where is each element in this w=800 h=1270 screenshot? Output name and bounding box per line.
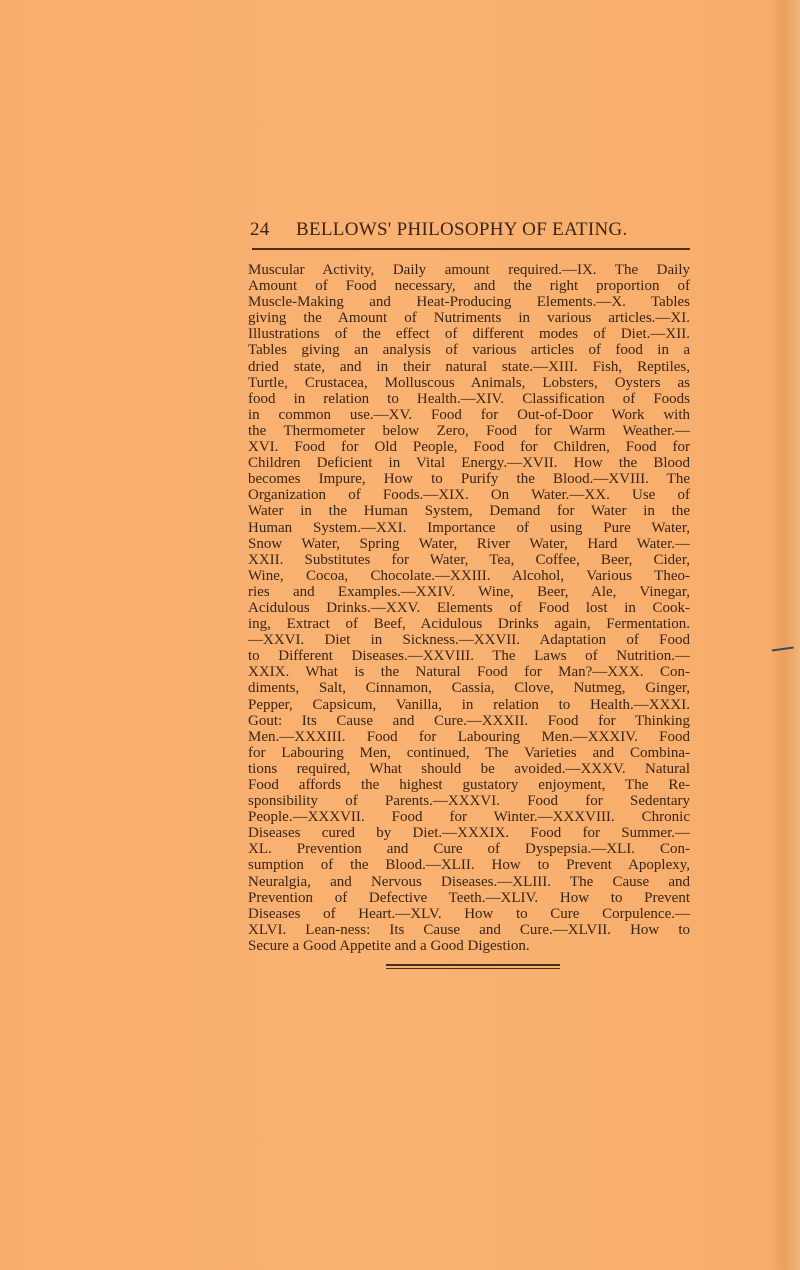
text-line: Secure a Good Appetite and a Good Digestion.: [248, 937, 530, 954]
text-line: in common use.—XV. Food for Out-of-Door Work with: [248, 406, 690, 423]
text-line: the Thermometer below Zero, Food for Warm Weather.—: [248, 422, 690, 439]
text-line: ing, Extract of Beef, Acidulous Drinks again, Fermentation.: [248, 616, 690, 633]
text-line: Tables giving an analysis of various articles of food in a: [248, 342, 690, 359]
text-line: XVI. Food for Old People, Food for Children, Food for: [248, 439, 690, 456]
header-rule: [252, 248, 690, 250]
text-line: Human System.—XXI. Importance of using Pure Water,: [248, 519, 690, 536]
text-line: Muscular Activity, Daily amount required.—IX. The Daily: [248, 262, 690, 278]
chapter-list-text: [248, 262, 690, 954]
text-line: —XXVI. Diet in Sickness.—XXVII. Adaptation of Food: [248, 632, 690, 649]
text-line: Pepper, Capsicum, Vanilla, in relation to Health.—XXXI.: [248, 696, 690, 713]
text-line: Diseases cured by Diet.—XXXIX. Food for Summer.—: [248, 825, 690, 842]
text-line: Neuralgia, and Nervous Diseases.—XLIII. The Cause and: [248, 873, 690, 890]
text-line: Food affords the highest gustatory enjoyment, The Re-: [248, 777, 690, 793]
text-line: sponsibility of Parents.—XXXVI. Food for Sedentary: [248, 793, 690, 810]
text-line: XLVI. Lean-ness: Its Cause and Cure.—XLVII. How to: [248, 921, 690, 938]
text-line: dried state, and in their natural state.—XIII. Fish, Reptiles,: [248, 358, 690, 375]
text-line: giving the Amount of Nutriments in various articles.—XI.: [248, 310, 690, 327]
text-line: sumption of the Blood.—XLII. How to Prevent Apoplexy,: [248, 857, 690, 874]
text-line: Men.—XXXIII. Food for Labouring Men.—XXXIV. Food: [248, 728, 690, 745]
text-line: food in relation to Health.—XIV. Classification of Foods: [248, 390, 690, 407]
text-line: Organization of Foods.—XIX. On Water.—XX. Use of: [248, 487, 690, 504]
text-line: to Different Diseases.—XXVIII. The Laws of Nutrition.—: [248, 648, 690, 665]
text-line: Water in the Human System, Demand for Water in the: [248, 503, 690, 520]
text-line: ries and Examples.—XXIV. Wine, Beer, Ale, Vinegar,: [248, 583, 690, 600]
text-line: Snow Water, Spring Water, River Water, Hard Water.—: [248, 535, 690, 552]
text-line: Children Deficient in Vital Energy.—XVII. How the Blood: [248, 455, 690, 472]
text-line: Turtle, Crustacea, Molluscous Animals, Lobsters, Oysters as: [248, 374, 690, 391]
text-line: for Labouring Men, continued, The Varieties and Combina-: [248, 744, 690, 761]
text-line: XXII. Substitutes for Water, Tea, Coffee, Beer, Cider,: [248, 551, 690, 568]
text-line: Illustrations of the effect of different modes of Diet.—XII.: [248, 326, 690, 343]
page-number: 24: [250, 219, 270, 240]
text-line: becomes Impure, How to Purify the Blood.—XVIII. The: [248, 471, 690, 488]
margin-pencil-mark: [772, 646, 794, 654]
text-line: diments, Salt, Cinnamon, Cassia, Clove, Nutmeg, Ginger,: [248, 680, 690, 697]
text-line: Amount of Food necessary, and the right proportion of: [248, 278, 690, 295]
text-line: XL. Prevention and Cure of Dyspepsia.—XLI. Con-: [248, 841, 690, 858]
book-title: BELLOWS' PHILOSOPHY OF EATING.: [296, 219, 628, 240]
running-header: [250, 219, 690, 241]
text-line: Acidulous Drinks.—XXV. Elements of Food lost in Cook-: [248, 599, 690, 616]
text-line: Wine, Cocoa, Chocolate.—XXIII. Alcohol, Various Theo-: [248, 567, 690, 584]
text-line: tions required, What should be avoided.—XXXV. Natural: [248, 760, 690, 777]
text-line: Prevention of Defective Teeth.—XLIV. How to Prevent: [248, 889, 690, 906]
text-line: Muscle-Making and Heat-Producing Elements.—X. Tables: [248, 294, 690, 311]
text-line: People.—XXXVII. Food for Winter.—XXXVIII. Chronic: [248, 809, 690, 826]
text-line: Gout: Its Cause and Cure.—XXXII. Food for Thinking: [248, 712, 690, 729]
end-double-rule: [386, 964, 560, 969]
text-line: XXIX. What is the Natural Food for Man?—XXX. Con-: [248, 664, 690, 681]
text-line: Diseases of Heart.—XLV. How to Cure Corpulence.—: [248, 905, 690, 922]
